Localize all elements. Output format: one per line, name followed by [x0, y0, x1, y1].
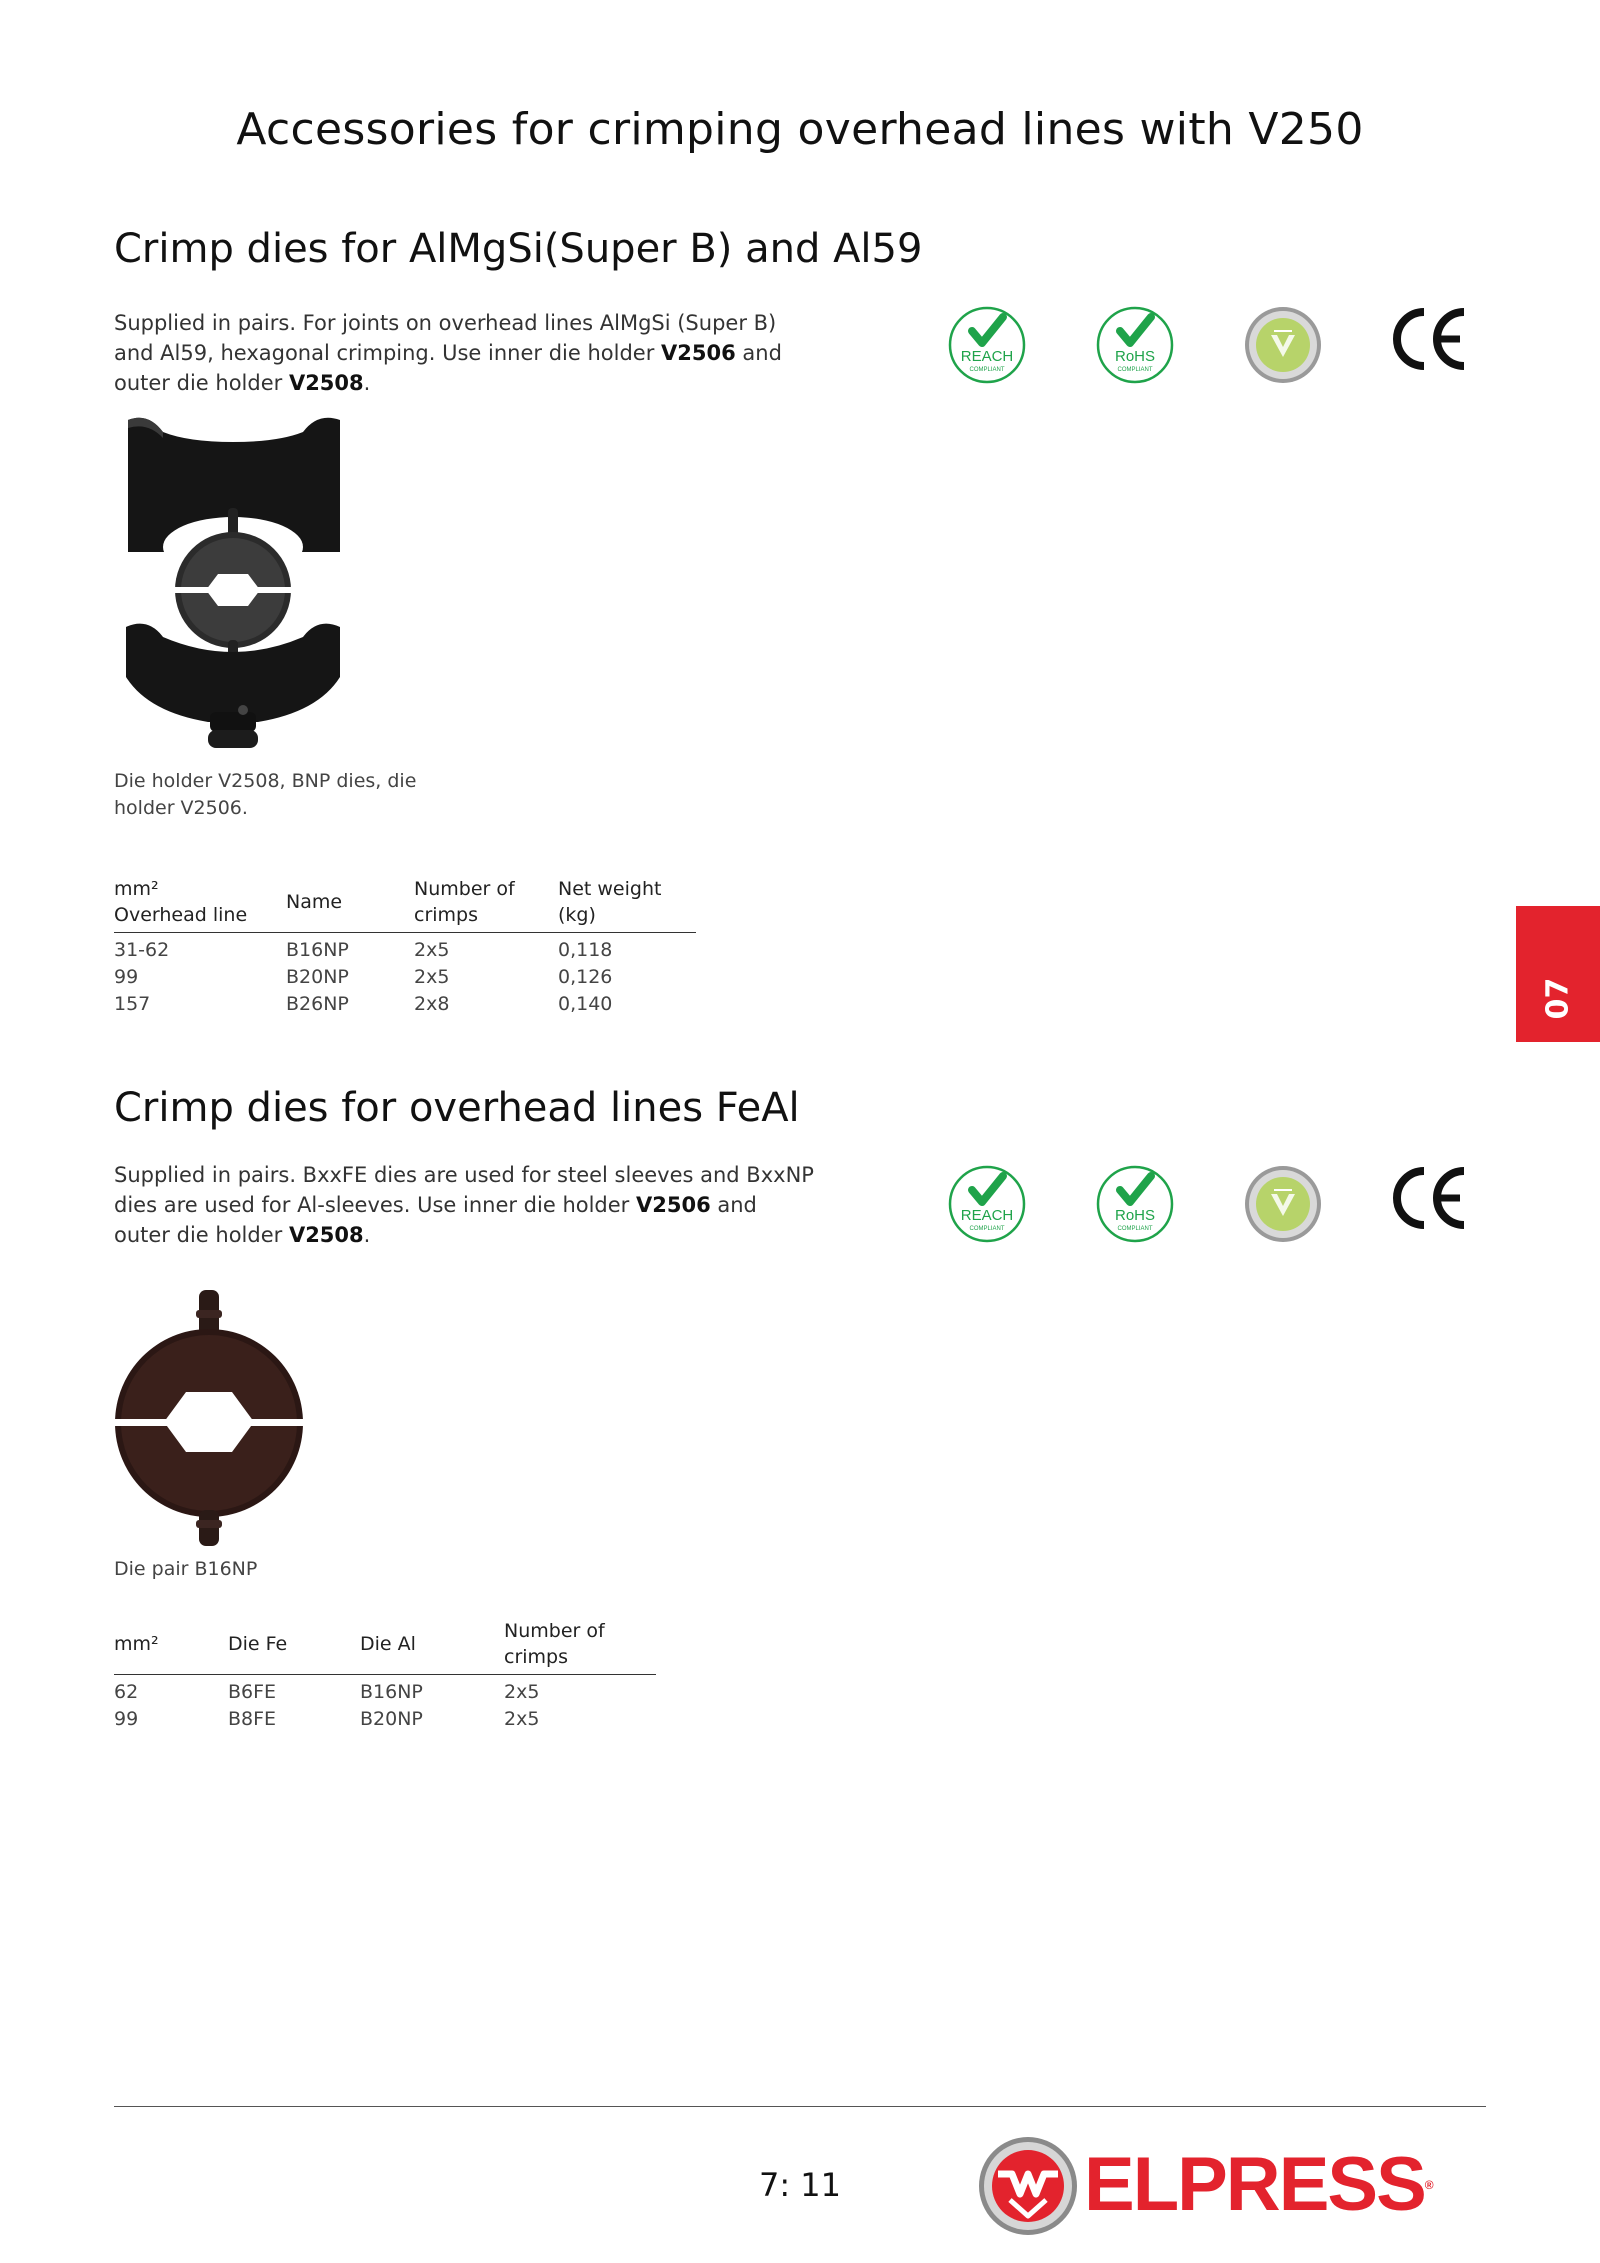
- table-cell: B6FE: [228, 1681, 277, 1703]
- reach-compliant-icon: [947, 1164, 1027, 1244]
- table-cell: 31-62: [114, 939, 170, 961]
- svg-text:COMPLIANT: COMPLIANT: [1117, 367, 1153, 373]
- table-row: [114, 1675, 656, 1707]
- table-cell: 99: [114, 1708, 139, 1730]
- table-cell: B8FE: [228, 1708, 277, 1730]
- col-header-die-fe: Die Fe: [228, 1618, 360, 1675]
- table-cell: 2x5: [414, 939, 450, 961]
- section2-description: Supplied in pairs. BxxFE dies are used for steel sleeves and BxxNP dies are used for Al-sleeves. Use inner die holder V2506 and outer die holder V2508.: [114, 1163, 814, 1247]
- rohs-compliant-icon: [1095, 1164, 1175, 1244]
- table-header-row: [114, 876, 696, 933]
- col-header-die-al: Die Al: [360, 1618, 504, 1675]
- table-cell: 0,118: [558, 939, 613, 961]
- page-number: 7: 11: [758, 2166, 842, 2204]
- chapter-tab-label: 07: [1540, 977, 1576, 1020]
- table-cell: B20NP: [286, 966, 349, 988]
- elpress-certification-seal-icon: [1243, 305, 1323, 385]
- svg-text:REACH: REACH: [960, 1207, 1014, 1224]
- die-holder-set-image: [118, 412, 348, 757]
- section1-spec-table: [114, 876, 696, 1018]
- table-cell: 2x5: [414, 966, 450, 988]
- section1-heading: Crimp dies for AlMgSi(Super B) and Al59: [114, 226, 923, 272]
- table-cell: 62: [114, 1681, 139, 1703]
- rohs-compliant-icon: [1095, 305, 1175, 385]
- col-header-crimps: Number of crimps: [504, 1618, 656, 1675]
- table-cell: 2x8: [414, 993, 450, 1015]
- svg-text:COMPLIANT: COMPLIANT: [969, 367, 1005, 373]
- table-cell: 2x5: [504, 1681, 540, 1703]
- page-title: Accessories for crimping overhead lines with V250: [236, 104, 1364, 155]
- elpress-emblem-icon: [976, 2134, 1080, 2238]
- ce-mark-icon: [1390, 1163, 1470, 1233]
- section2-spec-table: [114, 1618, 656, 1733]
- table-row: [114, 933, 696, 965]
- col-header-mm2: mm²: [114, 1618, 228, 1675]
- table-cell: 0,126: [558, 966, 613, 988]
- table-row: [114, 964, 696, 991]
- table-cell: 2x5: [504, 1708, 540, 1730]
- reach-compliant-icon: [947, 305, 1027, 385]
- table-cell: 0,140: [558, 993, 613, 1015]
- svg-text:RoHS: RoHS: [1114, 1207, 1156, 1224]
- col-header-mm2: mm² Overhead line: [114, 876, 286, 933]
- table-cell: 157: [114, 993, 151, 1015]
- elpress-certification-seal-icon: [1243, 1164, 1323, 1244]
- ce-mark-icon: [1390, 304, 1470, 374]
- svg-text:COMPLIANT: COMPLIANT: [969, 1226, 1005, 1232]
- section1-image-caption: Die holder V2508, BNP dies, die holder V2506.: [114, 770, 417, 819]
- section2-heading: Crimp dies for overhead lines FeAl: [114, 1085, 800, 1131]
- col-header-name: Name: [286, 876, 414, 933]
- table-row: [114, 1706, 656, 1733]
- table-cell: B20NP: [360, 1708, 423, 1730]
- elpress-wordmark: ELPRESS®: [1084, 2142, 1432, 2227]
- table-row: [114, 991, 696, 1018]
- footer-divider: [114, 2106, 1486, 2107]
- svg-text:COMPLIANT: COMPLIANT: [1117, 1226, 1153, 1232]
- chapter-tab[interactable]: [1516, 906, 1600, 1042]
- table-header-row: [114, 1618, 656, 1675]
- svg-text:RoHS: RoHS: [1114, 348, 1156, 365]
- table-cell: B26NP: [286, 993, 349, 1015]
- table-cell: 99: [114, 966, 139, 988]
- svg-text:REACH: REACH: [960, 348, 1014, 365]
- die-pair-b16np-image: [112, 1288, 306, 1548]
- table-cell: B16NP: [360, 1681, 423, 1703]
- section2-image-caption: Die pair B16NP: [114, 1558, 258, 1580]
- table-cell: B16NP: [286, 939, 349, 961]
- col-header-weight: Net weight (kg): [558, 876, 696, 933]
- section1-description: Supplied in pairs. For joints on overhead lines AlMgSi (Super B) and Al59, hexagonal crimping. Use inner die holder V2506 and outer die holder V2508.: [114, 311, 782, 395]
- col-header-crimps: Number of crimps: [414, 876, 558, 933]
